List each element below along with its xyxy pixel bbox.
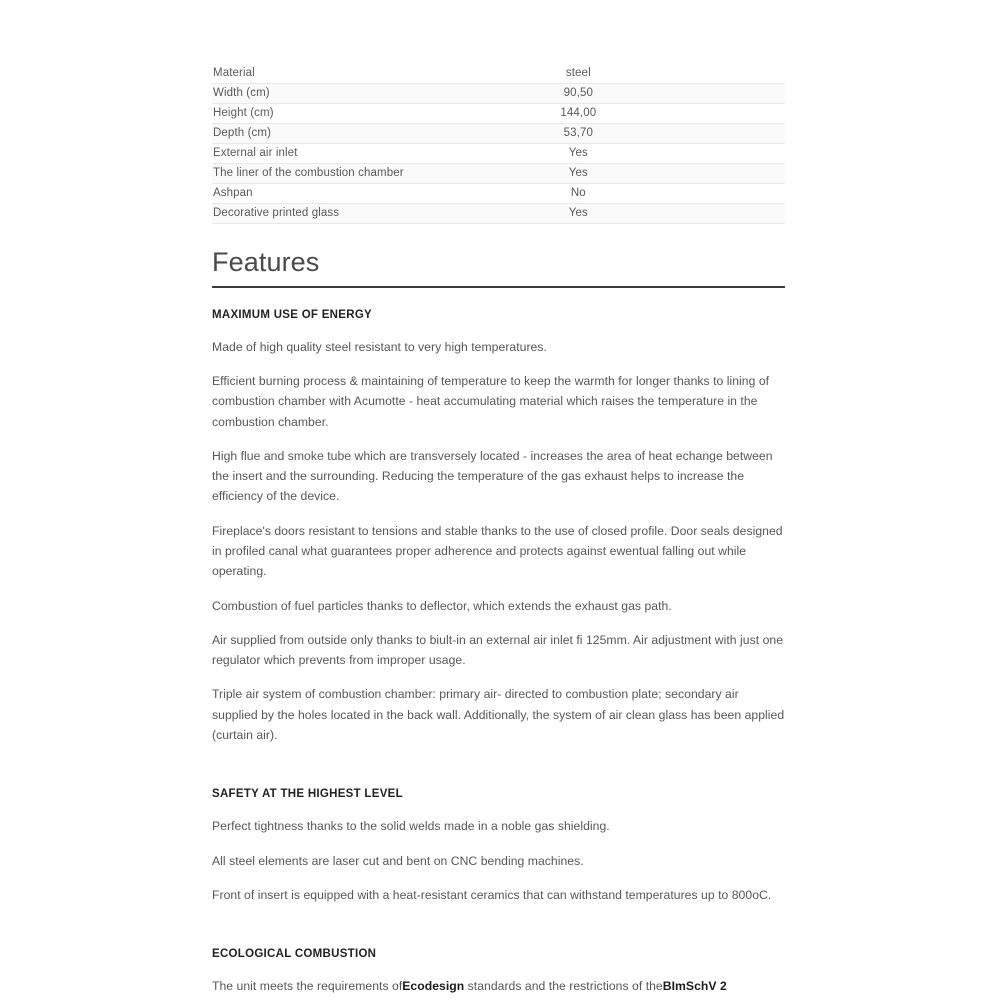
spec-name-cell: External air inlet xyxy=(212,144,482,164)
feature-group xyxy=(212,787,785,905)
spec-value-cell: Yes xyxy=(482,144,785,164)
document-content xyxy=(212,64,785,996)
spec-value-cell: Yes xyxy=(482,164,785,184)
feature-paragraph: Triple air system of combustion chamber: primary air- directed to combustion plate; secondary air supplied by the holes located in the back wall. Additionally, the system of air clean glass has been applied (curtain air). xyxy=(212,687,785,743)
spec-name-cell: Ashpan xyxy=(212,184,482,204)
emphasis-text: Ecodesign xyxy=(402,979,465,994)
table-row xyxy=(212,124,785,144)
feature-paragraph: All steel elements are laser cut and bent on CNC bending machines. xyxy=(212,853,584,868)
table-row xyxy=(212,104,785,124)
feature-group-heading: SAFETY AT THE HIGHEST LEVEL xyxy=(212,788,403,801)
feature-paragraph: Efficient burning process & maintaining of temperature to keep the warmth for longer thanks to lining of combustion chamber with Acumotte - heat accumulating material which raises the temperature in the combustion chamber. xyxy=(212,373,770,429)
table-row xyxy=(212,204,785,224)
feature-group-heading: ECOLOGICAL COMBUSTION xyxy=(212,948,377,961)
feature-paragraph: Front of insert is equipped with a heat-resistant ceramics that can withstand temperatures up to 800oC. xyxy=(212,887,772,902)
table-row xyxy=(212,64,785,84)
feature-paragraph: Combustion of fuel particles thanks to deflector, which extends the exhaust gas path. xyxy=(212,598,672,613)
page-title: Features xyxy=(212,247,320,277)
spec-value-cell: 90,50 xyxy=(482,84,785,104)
body-text: The unit meets the requirements of xyxy=(212,979,403,994)
spec-value-cell: Yes xyxy=(482,204,785,224)
features-list xyxy=(212,308,785,997)
spec-value-cell: 144,00 xyxy=(482,104,785,124)
feature-paragraph xyxy=(212,976,785,996)
feature-group xyxy=(212,947,785,996)
spec-value-cell: No xyxy=(482,184,785,204)
features-title-block xyxy=(212,248,785,288)
feature-group xyxy=(212,308,785,746)
feature-paragraph: Air supplied from outside only thanks to biult-in an external air inlet fi 125mm. Air adjustment with just one regulator which prevents from improper usage. xyxy=(212,632,784,668)
spec-name-cell: The liner of the combustion chamber xyxy=(212,164,482,184)
spec-name-cell: Width (cm) xyxy=(212,84,482,104)
table-row xyxy=(212,164,785,184)
spec-value-cell: steel xyxy=(565,67,591,79)
spec-name-cell: Material xyxy=(213,67,255,79)
table-row xyxy=(212,184,785,204)
spec-name-cell: Depth (cm) xyxy=(212,124,482,144)
feature-paragraph: Perfect tightness thanks to the solid welds made in a noble gas shielding. xyxy=(212,819,610,834)
feature-paragraph: Made of high quality steel resistant to very high temperatures. xyxy=(212,339,547,354)
feature-paragraph: High flue and smoke tube which are transversely located - increases the area of heat echange between the insert and the surrounding. Reducing the temperature of the gas exhaust helps to increase the efficiency of the device. xyxy=(212,448,773,504)
spec-name-cell: Decorative printed glass xyxy=(212,204,482,224)
body-text: standards and the restrictions of the xyxy=(464,979,663,994)
specification-table xyxy=(212,64,785,224)
table-row xyxy=(212,144,785,164)
table-row xyxy=(212,84,785,104)
feature-group-heading: MAXIMUM USE OF ENERGY xyxy=(212,308,373,321)
specification-table-body xyxy=(212,64,785,224)
feature-paragraph: Fireplace's doors resistant to tensions and stable thanks to the use of closed profile. Door seals designed in profiled canal what guarantees proper adherence and protects against ewentual falling out while operating. xyxy=(212,523,783,579)
emphasis-text: BImSchV 2 xyxy=(662,979,727,994)
spec-value-cell: 53,70 xyxy=(482,124,785,144)
spec-name-cell: Height (cm) xyxy=(212,104,482,124)
